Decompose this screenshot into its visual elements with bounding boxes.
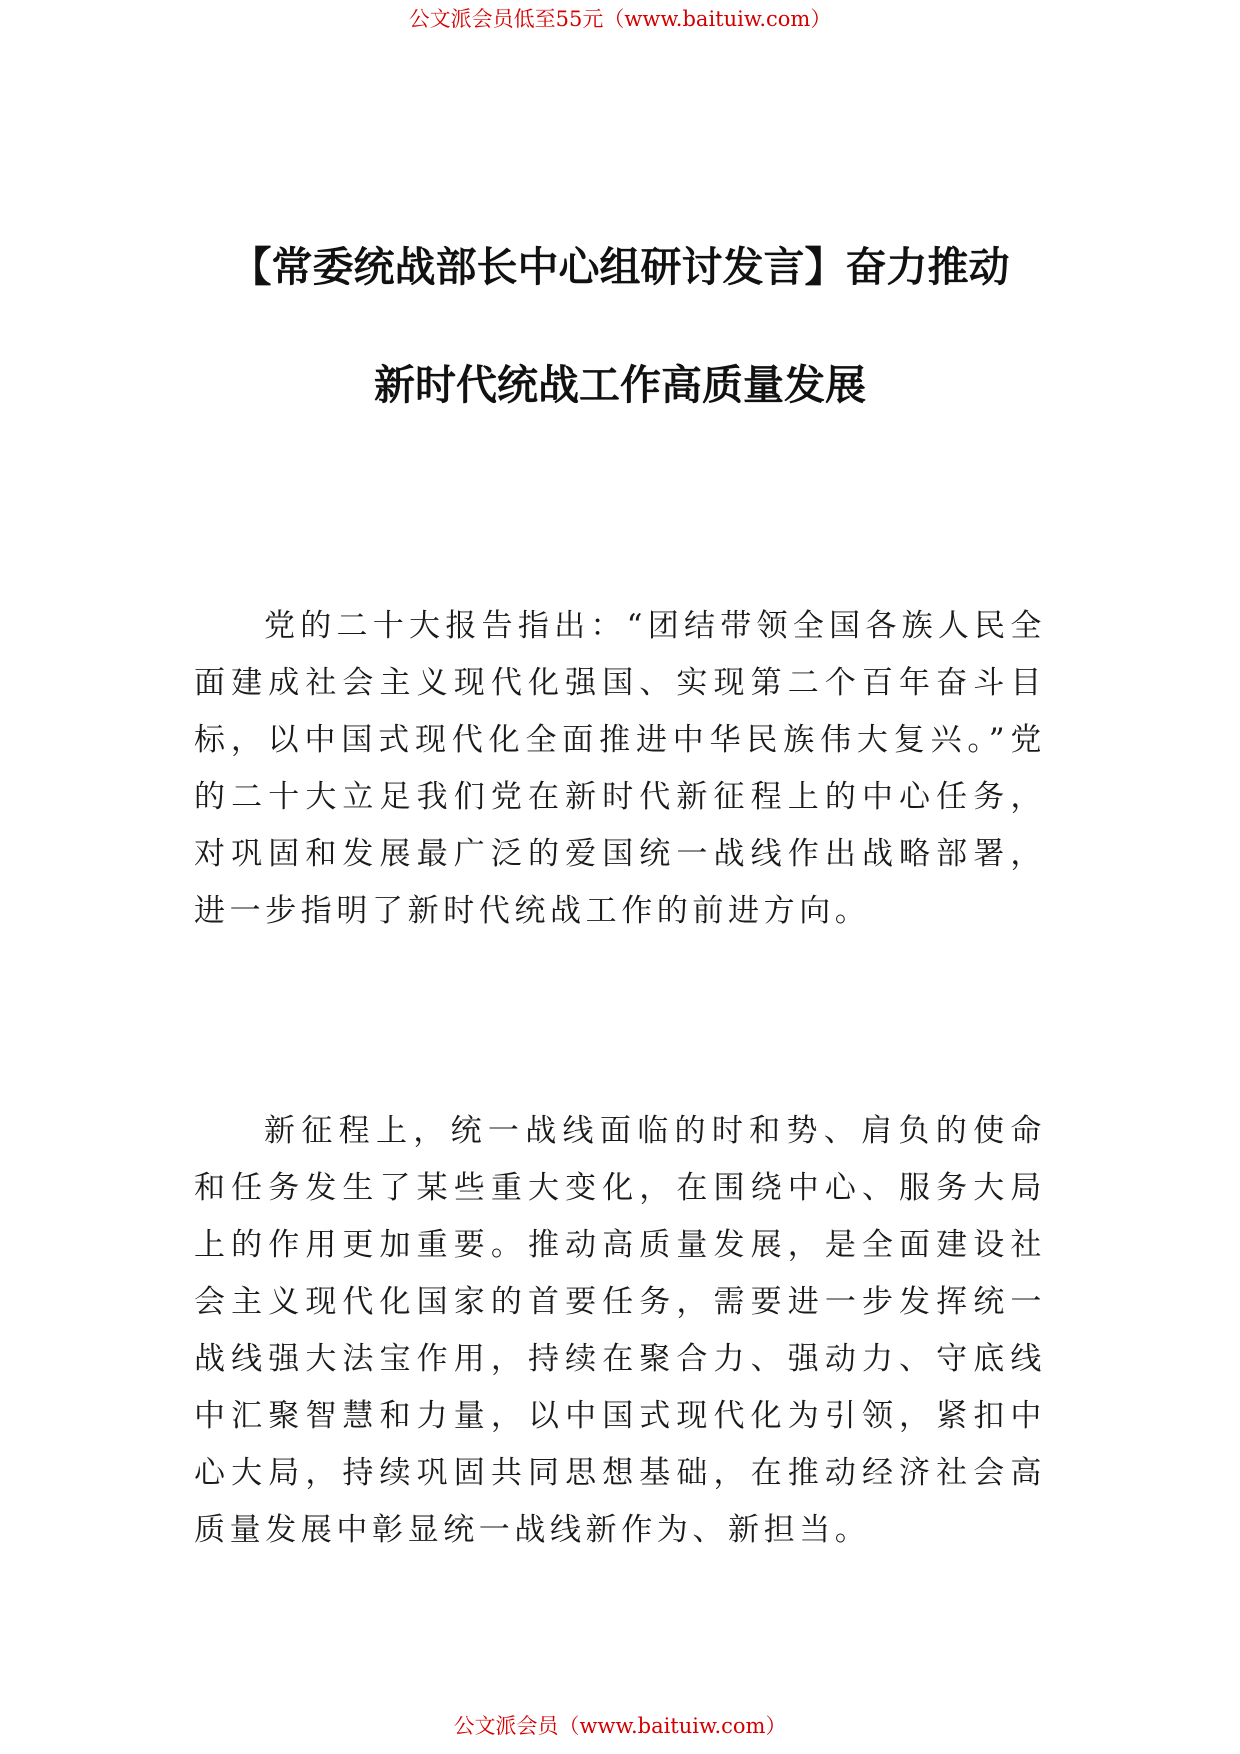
document-title-line-1: 【常委统战部长中心组研讨发言】奋力推动	[230, 243, 1010, 291]
body-paragraph-2: 新征程上，统一战线面临的时和势、肩负的使命和任务发生了某些重大变化，在围绕中心、服务大局上的作用更加重要。推动高质量发展，是全面建设社会主义现代化国家的首要任务，需要进一步发挥统一战线强大法宝作用，持续在聚合力、强动力、守底线中汇聚智慧和力量，以中国式现代化为引领，紧扣中心大局，持续巩固共同思想基础，在推动经济社会高质量发展中彰显统一战线新作为、新担当。	[194, 1113, 1046, 1548]
header-promo-text: 公文派会员低至55元（www.baituiw.com）	[408, 7, 832, 31]
document-title-line-2: 新时代统战工作高质量发展	[374, 361, 866, 409]
document-title	[190, 208, 1050, 444]
footer-promo-text: 公文派会员（www.baituiw.com）	[453, 1714, 787, 1738]
body-paragraph-1: 党的二十大报告指出：“团结带领全国各族人民全面建成社会主义现代化强国、实现第二个百年奋斗目标，以中国式现代化全面推进中华民族伟大复兴。”党的二十大立足我们党在新时代新征程上的中心任务，对巩固和发展最广泛的爱国统一战线作出战略部署，进一步指明了新时代统战工作的前进方向。	[194, 608, 1046, 929]
